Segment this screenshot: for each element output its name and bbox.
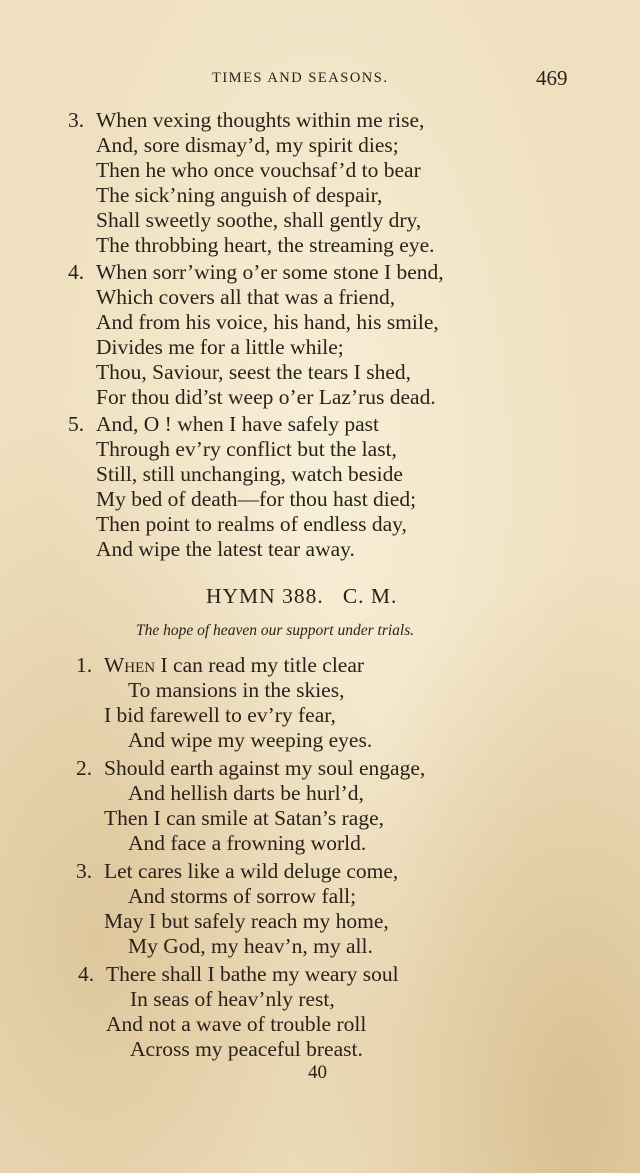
stanza-number: 1.: [76, 653, 93, 677]
verse-line: Divides me for a little while;: [96, 335, 344, 359]
page-number: 469: [536, 66, 568, 90]
verse-line: Through ev’ry conflict but the last,: [96, 437, 397, 461]
verse-line: And from his voice, his hand, his smile,: [96, 310, 439, 334]
stanza-number: 2.: [76, 756, 93, 780]
verse-line: Across my peaceful breast.: [130, 1037, 363, 1061]
verse-line: Then I can smile at Satan’s rage,: [104, 806, 384, 830]
verse-line: And, O ! when I have safely past: [96, 412, 379, 436]
verse-line: And face a frowning world.: [128, 831, 367, 855]
stanza-number: 3.: [68, 108, 85, 132]
verse-line: For thou did’st weep o’er Laz’rus dead.: [96, 385, 436, 409]
verse-line: Then he who once vouchsaf’d to bear: [96, 158, 421, 182]
verse-line-rest: I can read my title clear: [155, 653, 365, 677]
verse-line: And storms of sorrow fall;: [128, 884, 357, 908]
verse-line: Let cares like a wild deluge come,: [104, 859, 399, 883]
running-title: TIMES AND SEASONS.: [212, 70, 389, 86]
verse-line: [104, 653, 364, 678]
verse-line: In seas of heav’nly rest,: [130, 987, 335, 1011]
verse-line: Should earth against my soul engage,: [104, 756, 426, 780]
verse-line: The throbbing heart, the streaming eye.: [96, 233, 435, 257]
verse-line: Shall sweetly soothe, shall gently dry,: [96, 208, 422, 232]
verse-line: Thou, Saviour, seest the tears I shed,: [96, 360, 411, 384]
hymn-subtitle: The hope of heaven our support under trials.: [136, 622, 415, 639]
verse-line: I bid farewell to ev’ry fear,: [104, 703, 336, 727]
verse-line: And, sore dismay’d, my spirit dies;: [96, 133, 399, 157]
verse-line: Which covers all that was a friend,: [96, 285, 396, 309]
verse-line: Still, still unchanging, watch beside: [96, 462, 403, 486]
verse-line: My bed of death—for thou hast died;: [96, 487, 417, 511]
stanza-number: 3.: [76, 859, 93, 883]
verse-line: And hellish darts be hurl’d,: [128, 781, 364, 805]
first-word: When: [104, 653, 156, 677]
verse-line: And wipe the latest tear away.: [96, 537, 355, 561]
verse-line: May I but safely reach my home,: [104, 909, 389, 933]
verse-line: When vexing thoughts within me rise,: [96, 108, 425, 132]
stanza-number: 4.: [78, 962, 95, 986]
stanza-number: 4.: [68, 260, 85, 284]
verse-line: And wipe my weeping eyes.: [128, 728, 373, 752]
verse-line: My God, my heav’n, my all.: [128, 934, 373, 958]
verse-line: Then point to realms of endless day,: [96, 512, 407, 536]
verse-line: To mansions in the skies,: [128, 678, 345, 702]
verse-line: And not a wave of trouble roll: [106, 1012, 367, 1036]
hymn-title: HYMN 388. C. M.: [206, 584, 398, 608]
signature-mark: 40: [308, 1062, 327, 1083]
running-head: [0, 66, 640, 96]
verse-line: The sick’ning anguish of despair,: [96, 183, 383, 207]
stanza-number: 5.: [68, 412, 85, 436]
verse-line: There shall I bathe my weary soul: [106, 962, 399, 986]
verse-line: When sorr’wing o’er some stone I bend,: [96, 260, 444, 284]
